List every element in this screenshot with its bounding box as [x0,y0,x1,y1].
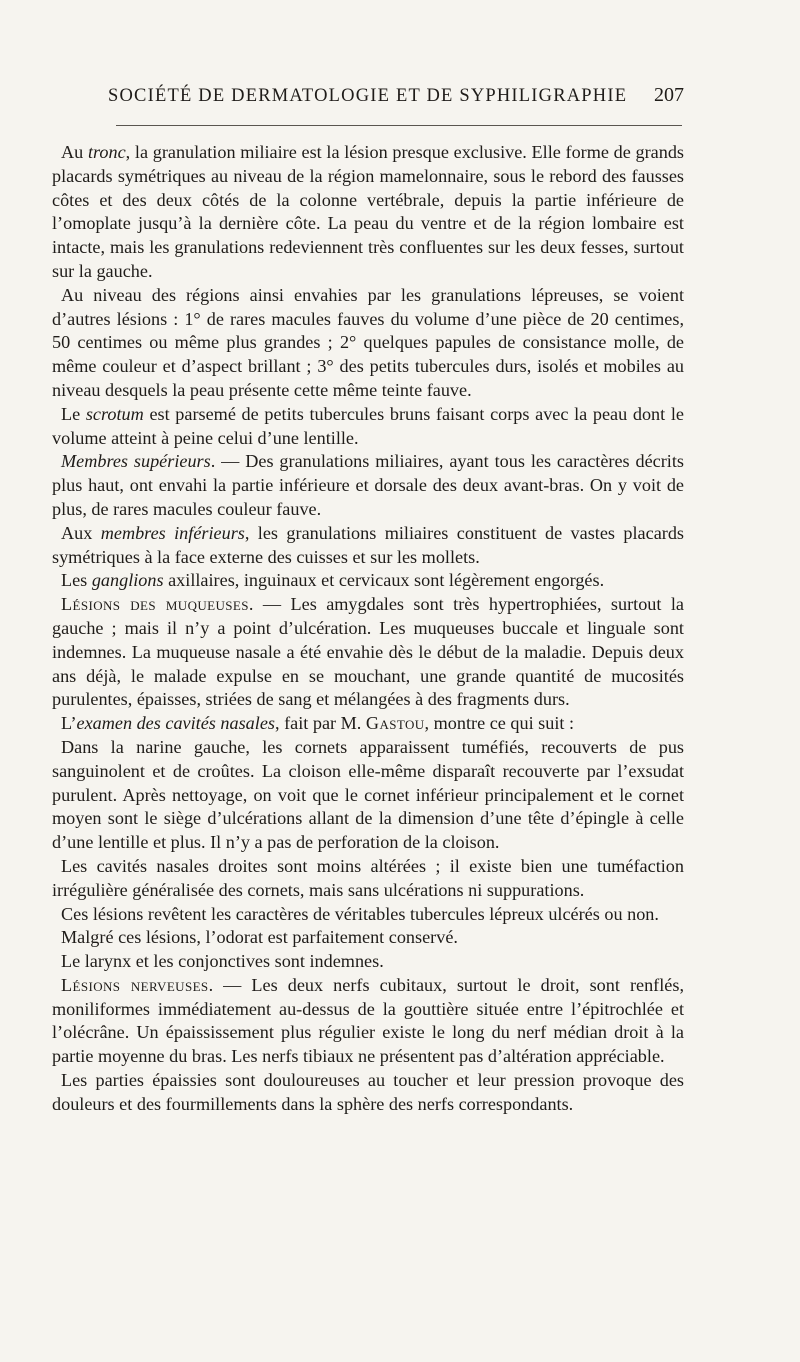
italic-term: ganglions [91,570,164,591]
paragraph-trunk [52,141,684,284]
italic-heading: Membres supérieurs [61,451,211,472]
running-header [108,84,684,114]
text-run: . — Des granulations miliaires, ayant tous les caractères décrits plus haut, ont envahi la partie inférieure et dorsale des deux avant-bras. On y voit de plus, de rares macules couleur fauve. [52,451,684,519]
text-run: est parsemé de petits tubercules bruns faisant corps avec la peau dont le volume atteint à peine celui d’une lentille. [52,403,684,448]
text-run: Au [61,142,88,162]
running-title: SOCIÉTÉ DE DERMATOLOGIE ET DE SYPHILIGRAPHIE [108,86,628,106]
paragraph-smell: Malgré ces lésions, l’odorat est parfaitement conservé. [61,927,458,948]
author-name: Gastou [365,713,425,734]
text-run: Aux [61,522,101,543]
italic-term: tronc [87,142,126,162]
text-run: , la granulation miliaire est la lésion presque exclusive. Elle forme de grands placards symétriques au niveau de la région mamelonnaire, sous le rebord des fausses côtes et des deux côtés de la colonne vertébrale, depuis la partie inférieure de l’omoplate jusqu’à la dernière côte. La peau du ventre et de la région lombaire est intacte, mais les granulations redeviennent très confluentes sur les deux fesses, surtout sur la gauche. [52,142,685,281]
paragraph-tubercles: Ces lésions revêtent les caractères de véritables tubercules lépreux ulcérés ou non. [61,903,659,924]
italic-term: scrotum [85,403,144,424]
paragraph-scrotum [52,403,684,451]
italic-term: membres inférieurs [100,522,245,543]
page-number: 207 [654,84,684,106]
text-run: , les granulations miliaires constituent de vastes placards symétriques à la face externe des cuisses et sur les mollets. [52,522,685,567]
text-run: , montre ce qui suit : [424,713,575,734]
text-run: L’ [61,713,77,734]
paragraph-left-nostril: Dans la narine gauche, les cornets apparaissent tuméfiés, recouverts de pus sanguinolent et de croûtes. La cloison elle-même disparaît recouverte par l’exsudat purulent. Après nettoyage, on voit que le cornet inférieur principalement et le cornet moyen sont le siège d’ulcérations allant de la dimension d’une tête d’épingle à celle d’une lentille et plus. Il n’y a pas de perforation de la cloison. [52,736,684,853]
paragraph-larynx: Le larynx et les conjonctives sont indemnes. [61,951,384,972]
paragraph-nasal-exam [52,712,684,736]
paragraph-mucosa-lesions [52,593,684,712]
body-text [52,141,684,1117]
text-run: Le [61,403,86,424]
italic-term: examen des cavités nasales [76,713,275,734]
text-run: . — Les amygdales sont très hypertrophiées, surtout la gauche ; mais il n’y a point d’ulcération. Les muqueuses buccale et linguale sont indemnes. La muqueuse nasale a été envahie dès le début de la maladie. Depuis deux ans déjà, le malade expulse en se mouchant, une grande quantité de mucosités purulentes, épaisses, striées de sang et mélangées à des fragments durs. [52,594,685,710]
text-run: Les [61,570,92,591]
text-run: , fait par M. [274,713,366,734]
paragraph-ganglions [52,569,684,593]
paragraph-lower-limbs [52,522,684,570]
small-caps-heading: Lésions nerveuses [61,974,209,995]
small-caps-heading: Lésions des muqueuses [61,594,249,615]
paragraph-nerve-lesions [52,974,684,1069]
paragraph-upper-limbs [52,450,684,521]
text-run: axillaires, inguinaux et cervicaux sont légèrement engorgés. [163,570,605,591]
paragraph-painful-parts: Les parties épaissies sont douloureuses au toucher et leur pression provoque des douleurs et des fourmillements dans la sphère des nerfs correspondants. [52,1070,684,1114]
paragraph-right-cavities: Les cavités nasales droites sont moins altérées ; il existe bien une tuméfaction irrégulière généralisée des cornets, mais sans ulcérations ni suppurations. [52,855,684,900]
header-rule [116,125,682,126]
text-run: . — Les deux nerfs cubitaux, surtout le droit, sont renflés, moniliformes immédiatement au-dessus de la gouttière située entre l’épitrochlée et l’olécrâne. Un épaississement plus régulier existe le long du nerf médian droit à la partie moyenne du bras. Les nerfs tibiaux ne présentent pas d’altération appréciable. [52,974,684,1067]
paragraph-other-lesions: Au niveau des régions ainsi envahies par les granulations lépreuses, se voient d’autres lésions : 1° de rares macules fauves du volume d’une pièce de 20 centimes, 50 centimes ou même plus grandes ; 2° quelques papules de consistance molle, de même couleur et d’aspect brillant ; 3° des petits tubercules durs, isolés et mobiles au niveau desquels la peau présente cette même teinte fauve. [52,284,684,400]
